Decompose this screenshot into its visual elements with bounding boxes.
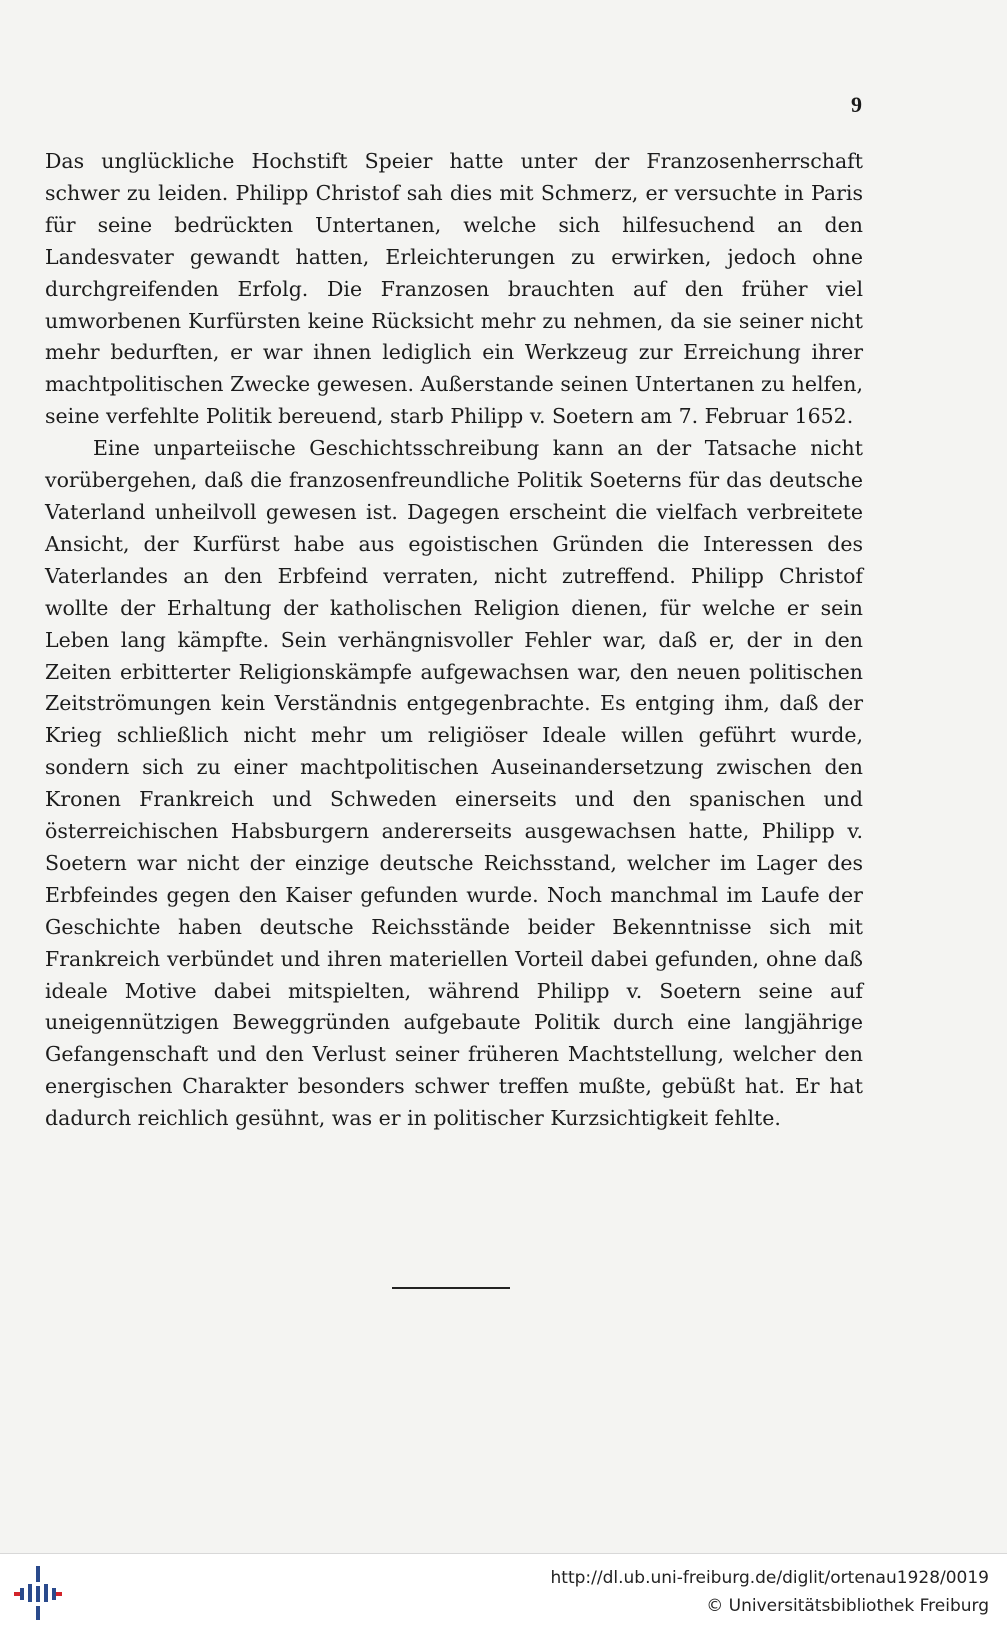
section-separator-rule: [392, 1287, 510, 1289]
viewer-footer: [0, 1553, 1007, 1626]
page-number: 9: [851, 92, 862, 117]
copyright-notice: © Universitätsbibliothek Freiburg: [706, 1596, 989, 1616]
body-text: [45, 146, 863, 1135]
paragraph-1: Das unglückliche Hochstift Speier hatte unter der Franzosenherrschaft schwer zu leiden. Philipp Christof sah dies mit Schmerz, er versuchte in Paris für seine bedrückten Untertanen, welche sich hilfesuchend an den Landesvater gewandt hatten, Erleichterungen zu erwirken, jedoch ohne durchgreifenden Erfolg. Die Franzosen brauchten auf den früher viel umworbenen Kurfürsten keine Rücksicht mehr zu nehmen, da sie seiner nicht mehr bedurften, er war ihnen lediglich ein Werkzeug zur Erreichung ihrer machtpolitischen Zwecke gewesen. Außerstande seinen Untertanen zu helfen, seine verfehlte Politik bereuend, starb Philipp v. Soetern am 7. Februar 1652.: [45, 149, 863, 429]
document-url-link[interactable]: http://dl.ub.uni-freiburg.de/diglit/ortenau1928/0019: [550, 1568, 989, 1588]
paragraph-2: Eine unparteiische Geschichtsschreibung kann an der Tatsache nicht vorübergehen, daß die franzosenfreundliche Politik Soeterns für das deutsche Vaterland unheilvoll gewesen ist. Dagegen erscheint die vielfach verbreitete Ansicht, der Kurfürst habe aus egoistischen Gründen die Interessen des Vaterlandes an den Erbfeind verraten, nicht zutreffend. Philipp Christof wollte der Erhaltung der katholischen Religion dienen, für welche er sein Leben lang kämpfte. Sein verhängnisvoller Fehler war, daß er, der in den Zeiten erbitterter Religionskämpfe aufgewachsen war, den neuen politischen Zeitströmungen kein Verständnis entgegenbrachte. Es entging ihm, daß der Krieg schließlich nicht mehr um religiöser Ideale willen geführt wurde, sondern sich zu einer machtpolitischen Auseinandersetzung zwischen den Kronen Frankreich und Schweden einerseits und den spanischen und österreichischen Habsburgern andererseits ausgewachsen hatte, Philipp v. Soetern war nicht der einzige deutsche Reichsstand, welcher im Lager des Erbfeindes gegen den Kaiser gefunden wurde. Noch manchmal im Laufe der Geschichte haben deutsche Reichsstände beider Bekenntnisse sich mit Frankreich verbündet und ihren materiellen Vorteil dabei gefunden, ohne daß ideale Motive dabei mitspielten, während Philipp v. Soetern seine auf uneigennützigen Beweggründen aufgebaute Politik durch eine langjährige Gefangenschaft und den Verlust seiner früheren Machtstellung, welcher den energischen Charakter besonders schwer treffen mußte, gebüßt hat. Er hat dadurch reichlich gesühnt, was er in politischer Kurzsichtigkeit fehlte.: [45, 436, 863, 1131]
ub-freiburg-logo-icon[interactable]: [12, 1564, 64, 1622]
